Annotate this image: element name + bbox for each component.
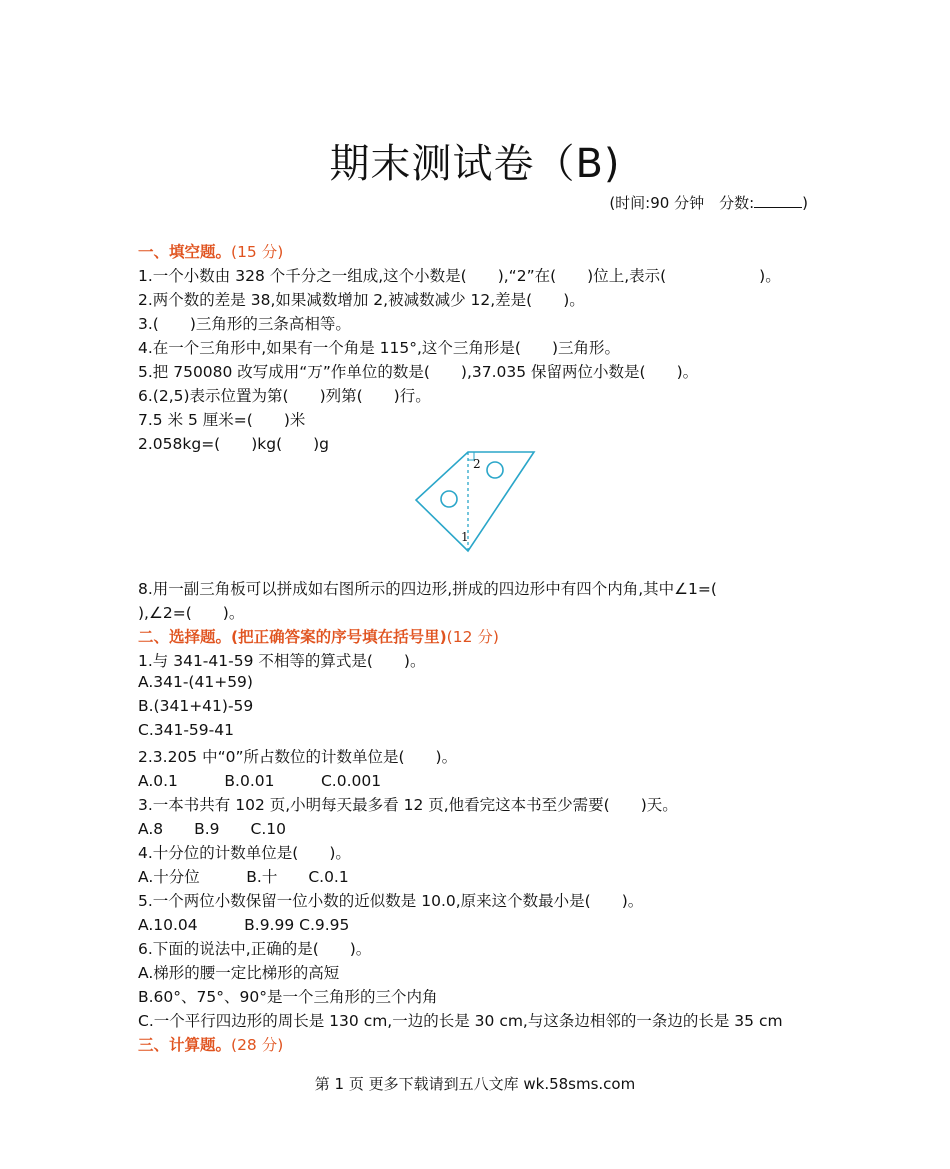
question-line: 2.058kg=( )kg( )g <box>138 435 330 453</box>
option-line: A.梯形的腰一定比梯形的高短 <box>138 964 340 982</box>
triangle-hole-left <box>441 491 457 507</box>
question-line: 7.5 米 5 厘米=( )米 <box>138 411 306 429</box>
option-line: A.0.1 B.0.01 C.0.001 <box>138 772 382 790</box>
page-title: 期末测试卷（B) <box>329 141 621 187</box>
question-line: 6.(2,5)表示位置为第( )列第( )行。 <box>138 387 431 405</box>
question-line: 5.把 750080 改写成用“万”作单位的数是( ),37.035 保留两位小数是( )。 <box>138 363 699 381</box>
angle-2-label: 2 <box>473 457 481 471</box>
option-line: B.(341+41)-59 <box>138 697 254 715</box>
option-line: C.一个平行四边形的周长是 130 cm,一边的长是 30 cm,与这条边相邻的一条边的长是 35 cm <box>138 1012 783 1030</box>
set-square-figure <box>410 448 540 558</box>
option-line: A.8 B.9 C.10 <box>138 820 287 838</box>
triangle-hole-right <box>487 462 503 478</box>
question-line: 2.两个数的差是 38,如果减数增加 2,被减数减少 12,差是( )。 <box>138 291 585 309</box>
page-footer: 第 1 页 更多下载请到五八文库 wk.58sms.com <box>314 1075 636 1093</box>
section-2-points: (12 分) <box>446 628 499 646</box>
section-3-heading <box>138 1033 283 1055</box>
option-line: B.60°、75°、90°是一个三角形的三个内角 <box>138 988 438 1006</box>
section-2-title: 二、选择题。(把正确答案的序号填在括号里) <box>138 628 447 646</box>
exam-meta-text: (时间:90 分钟 分数: <box>609 194 755 212</box>
question-line: 3.一本书共有 102 页,小明每天最多看 12 页,他看完这本书至少需要( )天。 <box>138 796 678 814</box>
section-1-heading <box>138 240 283 262</box>
score-blank <box>754 195 802 208</box>
question-line: 2.3.205 中“0”所占数位的计数单位是( )。 <box>138 748 458 766</box>
section-2-heading <box>138 625 499 647</box>
question-line: 4.十分位的计数单位是( )。 <box>138 844 351 862</box>
section-3-points: (28 分) <box>231 1036 284 1054</box>
question-line: 5.一个两位小数保留一位小数的近似数是 10.0,原来这个数最小是( )。 <box>138 892 644 910</box>
option-line: C.341-59-41 <box>138 721 234 739</box>
question-line: 6.下面的说法中,正确的是( )。 <box>138 940 372 958</box>
section-1-title: 一、填空题。 <box>138 243 232 261</box>
question-line: ),∠2=( )。 <box>138 604 245 622</box>
exam-meta <box>609 192 808 213</box>
question-line: 3.( )三角形的三条高相等。 <box>138 315 351 333</box>
question-line: 8.用一副三角板可以拼成如右图所示的四边形,拼成的四边形中有四个内角,其中∠1=( <box>138 580 717 598</box>
option-line: A.341-(41+59) <box>138 673 253 691</box>
exam-meta-end: ) <box>802 194 808 212</box>
question-line: 4.在一个三角形中,如果有一个角是 115°,这个三角形是( )三角形。 <box>138 339 621 357</box>
section-1-points: (15 分) <box>231 243 284 261</box>
option-line: A.10.04 B.9.99 C.9.95 <box>138 916 350 934</box>
question-line: 1.与 341-41-59 不相等的算式是( )。 <box>138 652 426 670</box>
section-3-title: 三、计算题。 <box>138 1036 232 1054</box>
option-line: A.十分位 B.十 C.0.1 <box>138 868 349 886</box>
angle-1-label: 1 <box>461 530 469 544</box>
question-line: 1.一个小数由 328 个千分之一组成,这个小数是( ),“2”在( )位上,表示( )。 <box>138 267 781 285</box>
